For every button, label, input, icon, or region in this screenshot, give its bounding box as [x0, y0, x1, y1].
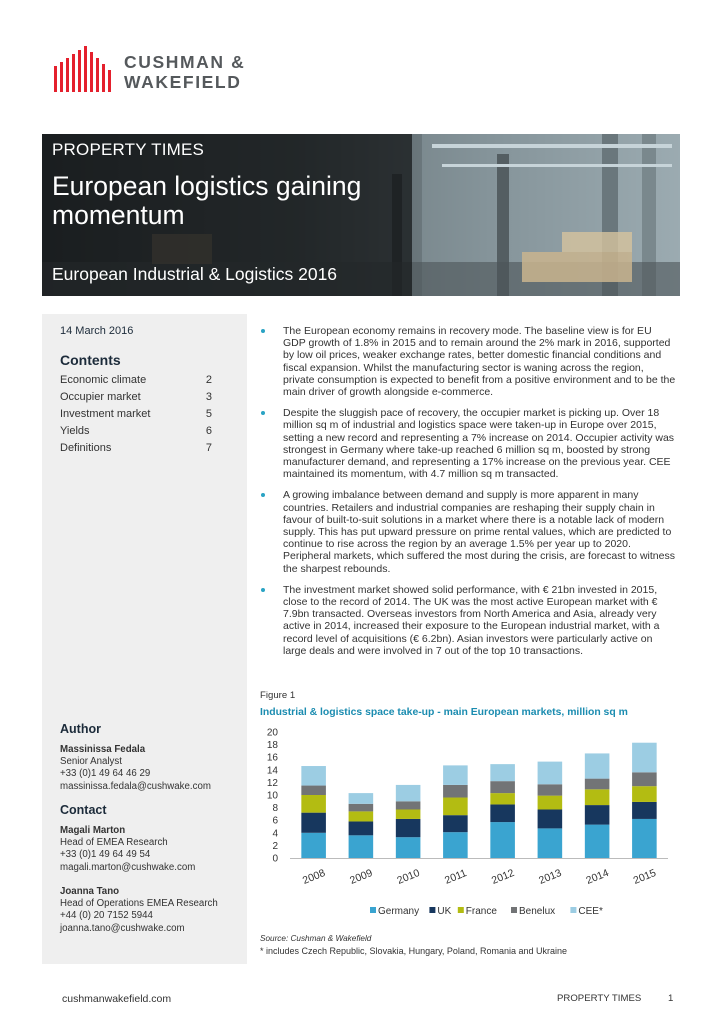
contents-heading: Contents: [60, 352, 121, 368]
contact-title: Head of Operations EMEA Research: [60, 898, 218, 910]
contact-name: Magali Marton: [60, 825, 126, 836]
report-subtitle: European Industrial & Logistics 2016: [52, 264, 338, 284]
key-point-text: The European economy remains in recovery mode. The baseline view is for EU GDP growth of 1.8% in 2015 and to remain around the 2% mark in 2016, supported by low oil prices, weaker exchange rates, better domestic financial conditions and fiscal expansion. Whilst the manufacturing sector is waning across the region, private consumption is expected to benefit from a positive environment and to be the main driver of growth alongside e-commerce.: [283, 325, 676, 399]
sidebar: [42, 314, 247, 964]
contact-email[interactable]: magali.marton@cushwake.com: [60, 861, 196, 873]
x-tick-label: 2014: [584, 866, 611, 887]
author-phone: +33 (0)1 49 64 46 29: [60, 768, 151, 780]
bar-segment-cee: [490, 764, 515, 781]
bar-segment-germany: [490, 822, 515, 858]
legend-swatch: [429, 907, 435, 913]
contact-phone: +33 (0)1 49 64 49 54: [60, 849, 151, 861]
y-tick-label: 0: [272, 853, 278, 865]
footer-website[interactable]: cushmanwakefield.com: [62, 993, 172, 1005]
y-tick-label: 18: [266, 740, 278, 752]
logo-wordmark: [124, 52, 245, 92]
y-tick-label: 12: [266, 777, 278, 789]
publication-kicker: PROPERTY TIMES: [52, 140, 205, 159]
footer-publication: PROPERTY TIMES: [557, 993, 642, 1004]
bar-segment-france: [443, 798, 468, 816]
contact-title: Head of EMEA Research: [60, 837, 168, 849]
bar-segment-benelux: [632, 772, 657, 786]
author-title: Senior Analyst: [60, 756, 122, 768]
legend-swatch: [458, 907, 464, 913]
contact-card: [60, 886, 218, 935]
author-heading: Author: [60, 722, 101, 736]
logo-bars-icon: [52, 46, 116, 92]
x-tick-label: 2013: [537, 866, 564, 887]
legend-label: France: [465, 906, 497, 917]
bar-segment-germany: [396, 837, 421, 858]
y-tick-label: 16: [266, 752, 278, 764]
author-email[interactable]: massinissa.fedala@cushwake.com: [60, 780, 211, 792]
bar-segment-germany: [632, 819, 657, 858]
bar-segment-benelux: [301, 786, 326, 795]
stacked-bar-chart: [258, 722, 678, 932]
bar-segment-uk: [585, 805, 610, 825]
y-tick-label: 14: [266, 765, 278, 777]
bar-segment-france: [349, 811, 374, 821]
x-tick-label: 2012: [489, 866, 517, 887]
figure-source: Source: Cushman & Wakefield: [260, 934, 372, 943]
bar-segment-germany: [301, 833, 326, 858]
bar-segment-uk: [443, 815, 468, 832]
toc-item[interactable]: [60, 372, 212, 389]
bar-segment-cee: [301, 766, 326, 786]
key-point: [258, 407, 676, 480]
bar-segment-uk: [632, 802, 657, 819]
toc-item-page: 7: [205, 442, 212, 454]
key-point: [258, 489, 676, 574]
bar-segment-cee: [443, 765, 468, 785]
bar-segment-uk: [538, 809, 563, 828]
figure-label: Figure 1: [260, 690, 296, 701]
legend-swatch: [511, 907, 517, 913]
bar-segment-cee: [585, 753, 610, 778]
legend-label: Germany: [378, 906, 420, 917]
bar-segment-benelux: [585, 779, 610, 790]
key-point-text: The investment market showed solid performance, with € 21bn invested in 2015, close to the record of 2014. The UK was the most active European market with € 7.9bn transacted. Overseas investors from North America and Asia, already very active in 2014, increased their exposure to the European industrial market, with a record level of acquisitions (€ 6.2bn). Asian investors were particularly active on large deals and were involved in 7 out of the top 10 transactions.: [283, 583, 660, 657]
figure-title: Industrial & logistics space take-up - main European markets, million sq m: [260, 707, 628, 718]
x-tick-label: 2008: [300, 866, 328, 887]
bar-segment-cee: [538, 762, 563, 785]
key-point: [258, 584, 676, 657]
y-tick-label: 6: [272, 815, 278, 827]
publication-date: 14 March 2016: [60, 325, 134, 337]
y-tick-label: 20: [266, 727, 278, 739]
bar-segment-benelux: [538, 784, 563, 795]
y-tick-label: 8: [272, 803, 278, 815]
bar-segment-benelux: [396, 801, 421, 809]
key-points-list: [258, 325, 676, 666]
toc-item[interactable]: [60, 440, 212, 457]
key-point-text: A growing imbalance between demand and supply is more apparent in many countries. Retailers and industrial companies are reshaping their supply chain in favour of built-to-suit solutions in a market where there is a notable lack of modern supply. This has put upward pressure on prime rental values, which are predicted to continue to rise across the region by an average 1.5% per year up to 2020. Peripheral markets, which suffered the most during the crisis, are forecast to witness the sharpest rebounds.: [283, 489, 675, 575]
toc-item[interactable]: [60, 423, 212, 440]
bar-segment-germany: [443, 832, 468, 858]
bar-segment-benelux: [443, 785, 468, 798]
toc-item-page: 2: [205, 374, 212, 386]
company-logo: [52, 46, 282, 94]
bar-segment-france: [632, 786, 657, 802]
legend-swatch: [370, 907, 376, 913]
bar-segment-germany: [538, 828, 563, 858]
page-title: European logistics gaining momentum: [52, 171, 362, 230]
contact-card: [60, 825, 195, 874]
bar-segment-cee: [632, 743, 657, 773]
bar-segment-germany: [585, 825, 610, 858]
toc-item-page: 5: [205, 408, 212, 420]
contact-heading: Contact: [60, 803, 107, 817]
toc-item-page: 6: [205, 425, 212, 437]
bullet-icon: [261, 411, 265, 415]
bar-segment-cee: [396, 785, 421, 801]
bar-segment-france: [585, 789, 610, 805]
toc-item[interactable]: [60, 406, 212, 423]
x-tick-label: 2015: [631, 866, 658, 887]
bar-segment-germany: [349, 835, 374, 858]
toc-item-label: Yields: [60, 425, 90, 437]
hero-banner: [42, 134, 680, 296]
figure-note: * includes Czech Republic, Slovakia, Hungary, Poland, Romania and Ukraine: [260, 946, 567, 956]
bar-segment-cee: [349, 793, 374, 804]
toc-item-label: Definitions: [60, 442, 112, 454]
logo-line-2: WAKEFIELD: [124, 72, 242, 92]
toc-item-page: 3: [205, 391, 212, 403]
table-of-contents: [60, 372, 212, 457]
bar-segment-benelux: [490, 781, 515, 793]
bar-segment-france: [396, 809, 421, 818]
toc-item-label: Occupier market: [60, 391, 141, 403]
author-name: Massinissa Fedala: [60, 744, 146, 755]
x-tick-label: 2009: [348, 866, 375, 887]
logo-line-1: CUSHMAN &: [124, 52, 246, 72]
legend-label: CEE*: [578, 906, 603, 917]
legend-swatch: [570, 907, 576, 913]
bar-segment-france: [490, 793, 515, 804]
y-tick-label: 10: [266, 790, 278, 802]
bar-segment-uk: [490, 804, 515, 822]
page-number: 1: [668, 993, 674, 1004]
y-tick-label: 2: [272, 840, 278, 852]
key-point-text: Despite the sluggish pace of recovery, the occupier market is picking up. Over 18 million sq m of industrial and logistics space were taken-up in Europe over 2015, setting a new record and representing a 7% increase on 2014. Occupier activity was strongest in Germany where take-up reached 6 million sq m, boosted by strong manufacturer demand, and representing a 17% increase on the previous year. CEE maintained its momentum, with 4.7 million sq m transacted.: [283, 407, 675, 481]
toc-item-label: Investment market: [60, 408, 151, 420]
bar-segment-uk: [301, 813, 326, 833]
contact-email[interactable]: joanna.tano@cushwake.com: [60, 922, 185, 934]
bullet-icon: [261, 493, 265, 497]
x-tick-label: 2011: [443, 867, 469, 887]
toc-item-label: Economic climate: [60, 374, 147, 386]
bullet-icon: [261, 588, 265, 592]
contact-phone: +44 (0) 20 7152 5944: [60, 910, 153, 922]
bar-segment-france: [538, 796, 563, 810]
y-tick-label: 4: [272, 828, 278, 840]
bar-segment-france: [301, 795, 326, 813]
bar-segment-uk: [349, 821, 374, 835]
bar-segment-benelux: [349, 804, 374, 812]
contact-name: Joanna Tano: [60, 886, 120, 897]
author-card: [60, 744, 211, 793]
bar-segment-uk: [396, 819, 421, 837]
legend-label: UK: [437, 906, 452, 917]
key-point: [258, 325, 676, 398]
legend-label: Benelux: [519, 906, 556, 917]
x-tick-label: 2010: [395, 866, 422, 887]
bullet-icon: [261, 329, 265, 333]
toc-item[interactable]: [60, 389, 212, 406]
